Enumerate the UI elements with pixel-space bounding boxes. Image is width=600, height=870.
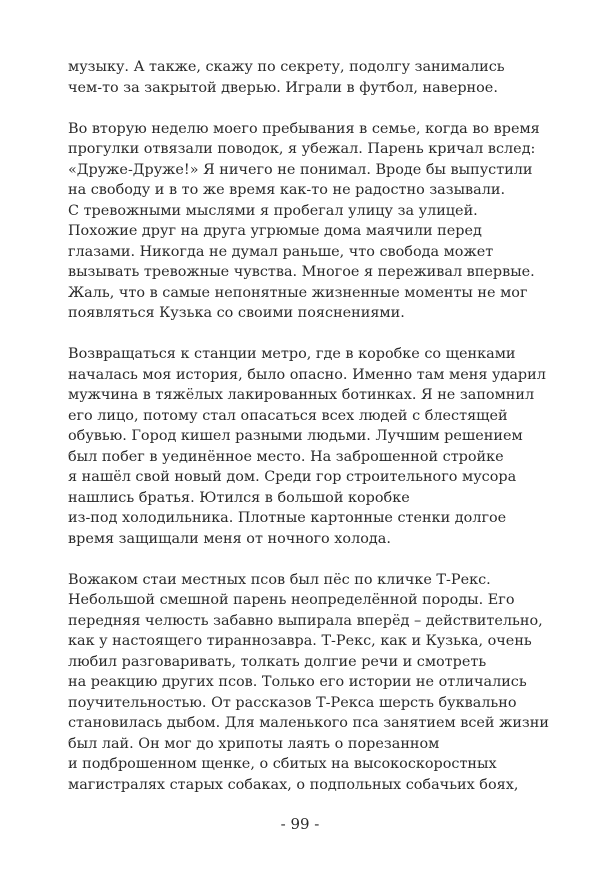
text-line: началась моя история, было опасно. Именно там меня ударил bbox=[68, 366, 546, 383]
text-line: поучительностью. От рассказов Т-Рекса шерсть буквально bbox=[68, 694, 517, 711]
text-line: на свободу и в то же время как-то не радостно зазывали. bbox=[68, 182, 506, 198]
text-line: его лицо, потому стал опасаться всех людей с блестящей bbox=[68, 407, 508, 424]
text-line: мужчина в тяжёлых лакированных ботинках. Я не запомнил bbox=[68, 387, 535, 403]
text-line: появляться Кузька со своими пояснениями. bbox=[68, 305, 405, 321]
paragraph bbox=[68, 119, 568, 324]
text-line: нашлись братья. Ютился в большой коробке bbox=[68, 489, 410, 506]
text-line: «Друже-Друже!» Я ничего не понимал. Вроде бы выпустили bbox=[68, 161, 533, 178]
text-line: любил разговаривать, толкать долгие речи и смотреть bbox=[68, 653, 487, 670]
paragraph bbox=[68, 344, 568, 549]
text-line: был побег в уединённое место. На заброшенной стройке bbox=[68, 448, 504, 465]
text-line: Похожие друг на друга угрюмые дома маячили перед bbox=[68, 223, 482, 239]
paragraph bbox=[68, 57, 568, 98]
text-line: был лай. Он мог до хрипоты лаять о порезанном bbox=[68, 735, 440, 752]
text-line: Вожаком стаи местных псов был пёс по кличке Т-Рекс. bbox=[68, 571, 491, 588]
text-line: музыку. А также, скажу по секрету, подолгу занимались bbox=[68, 59, 505, 75]
text-line: время защищали меня от ночного холода. bbox=[68, 530, 391, 547]
text-line: как у настоящего тираннозавра. Т-Рекс, как и Кузька, очень bbox=[68, 633, 532, 649]
text-line: обувью. Город кишел разными людьми. Лучшим решением bbox=[68, 428, 523, 444]
text-line: глазами. Никогда не думал раньше, что свобода может bbox=[68, 243, 494, 260]
text-line: становилась дыбом. Для маленького пса занятием всей жизни bbox=[68, 715, 549, 731]
paragraph bbox=[68, 570, 568, 796]
text-line: я нашёл свой новый дом. Среди гор строительного мусора bbox=[68, 469, 517, 485]
text-line: из-под холодильника. Плотные картонные стенки долгое bbox=[68, 510, 507, 526]
text-line: С тревожными мыслями я пробегал улицу за улицей. bbox=[68, 202, 478, 219]
text-line: вызывать тревожные чувства. Многое я переживал впервые. bbox=[68, 264, 535, 280]
text-line: Небольшой смешной парень неопределённой породы. Его bbox=[68, 592, 515, 608]
text-line: Возвращаться к станции метро, где в коробке со щенками bbox=[68, 346, 516, 362]
text-line: Жаль, что в самые непонятные жизненные моменты не мог bbox=[68, 284, 528, 301]
text-line: прогулки отвязали поводок, я убежал. Парень кричал вслед: bbox=[68, 141, 536, 157]
text-line: и подброшенном щенке, о сбитых на высокоскоростных bbox=[68, 756, 497, 772]
text-line: чем-то за закрытой дверью. Играли в футбол, наверное. bbox=[68, 79, 498, 96]
text-line: магистралях старых собаках, о подпольных собачьих боях, bbox=[68, 776, 519, 793]
text-line: передняя челюсть забавно выпирала вперёд – действительно, bbox=[68, 612, 543, 629]
text-line: на реакцию других псов. Только его истории не отличались bbox=[68, 674, 527, 690]
page-body bbox=[68, 57, 568, 816]
text-line: Во вторую неделю моего пребывания в семье, когда во время bbox=[68, 120, 540, 137]
page-number: - 99 - bbox=[280, 815, 320, 833]
